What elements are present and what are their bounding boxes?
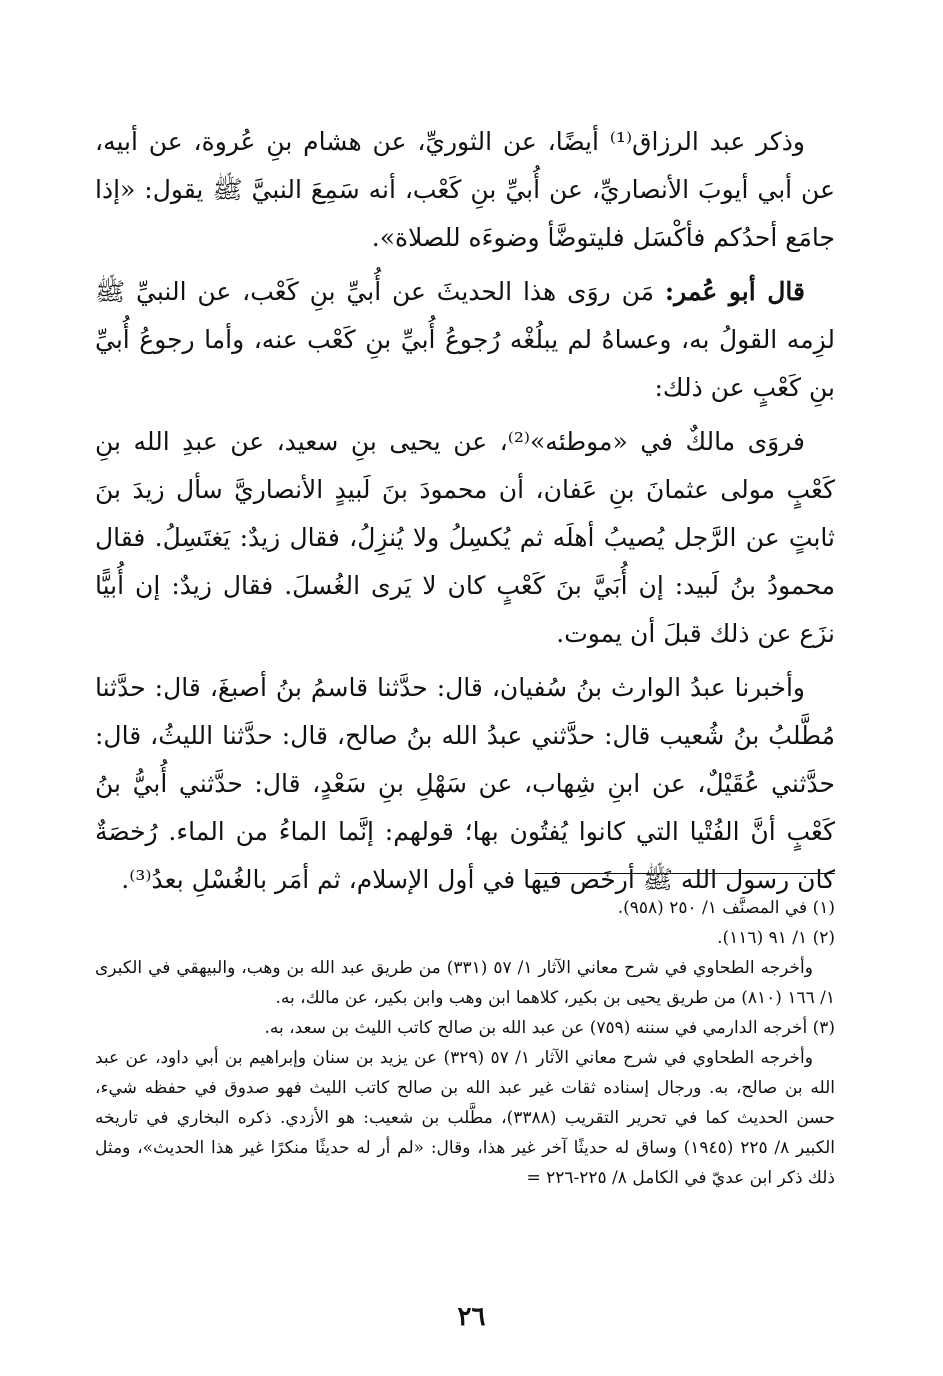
paragraph-speaker: قال أبو عُمر:	[664, 277, 805, 306]
main-text	[95, 118, 835, 910]
paragraph-body: مَن روَى هذا الحديثَ عن أُبيِّ بنِ كَعْب، عن النبيِّ ﷺ لزِمه القولُ به، وعساهُ لم يبلُغْه رُجوعُ أُبيِّ بنِ كَعْب عنه، وأما رجوعُ أُبيِّ بنِ كَعْبٍ عن ذلك:	[95, 277, 835, 402]
footnote-2: (٢) ١/ ٩١ (١١٦).	[717, 928, 835, 948]
footnote-2-continuation: وأخرجه الطحاوي في شرح معاني الآثار ١/ ٥٧ (٣٣١) من طريق عبد الله بن وهب، والبيهقي في الكبرى ١/ ١٦٦ (٨١٠) من طريق يحيى بن بكير، كلاهما ابن وهب وابن بكير، عن مالك، به.	[95, 958, 835, 1008]
footnote-3-continuation: وأخرجه الطحاوي في شرح معاني الآثار ١/ ٥٧ (٣٢٩) عن يزيد بن سنان وإبراهيم بن أبي داود، عن عبد الله بن صالح، به. ورجال إسناده ثقات غير عبد الله بن صالح كاتب الليث فهو صدوق في حفظه شيء، حسن الحديث كما في تحرير التقريب (٣٣٨٨)، مطَّلب بن شعيب: هو الأزدي. ذكره البخاري في تاريخه الكبير ٨/ ٢٢٥ (١٩٤٥) وساق له حديثًا آخر غير هذا، وقال: «لم أر له حديثًا منكرًا غير هذا الحديث»، ومثل ذلك ذكر ابن عديّ في الكامل ٨/ ٢٢٥-٢٢٦ =	[95, 1048, 835, 1188]
paragraph-1	[95, 118, 835, 262]
paragraph-2	[95, 268, 835, 412]
page-number: ٢٦	[457, 1302, 486, 1332]
footnote-divider	[535, 873, 835, 874]
footnotes	[95, 893, 835, 1193]
footnote-3: (٣) أخرجه الدارمي في سننه (٧٥٩) عن عبد الله بن صالح كاتب الليث بن سعد، به.	[264, 1018, 835, 1038]
paragraph-body: وأخبرنا عبدُ الوارث بنُ سُفيان، قال: حدَّثنا قاسمُ بنُ أصبغَ، قال: حدَّثنا مُطَّلبُ بنُ شُعيب قال: حدَّثني عبدُ الله بنُ صالح، قال: حدَّثنا الليثُ، قال: حدَّثني عُقَيْلٌ، عن ابنِ شِهاب، عن سَهْلِ بنِ سَعْدٍ، قال: حدَّثني أُبيُّ بنُ كَعْبٍ أنَّ الفُتْيا التي كانوا يُفتُون بها؛ قولهم: إنَّما الماءُ من الماء. رُخصَةٌ كان رسول الله ﷺ أرخَص فيها في أول الإسلام، ثم أمَر بالغُسْلِ بعدُ⁽³⁾.	[95, 673, 835, 894]
paragraph-body: وذكر عبد الرزاق⁽¹⁾ أيضًا، عن الثوريِّ، عن هشام بنِ عُروة، عن أبيه، عن أبي أيوبَ الأنصاريِّ، عن أُبيِّ بنِ كَعْب، أنه سَمِعَ النبيَّ ﷺ يقول: «إذا جامَع أحدُكم فأكْسَل فليتوضَّأ وضوءَه للصلاة».	[95, 127, 835, 252]
paragraph-3	[95, 418, 835, 658]
paragraph-body: فروَى مالكٌ في «موطئه»⁽²⁾، عن يحيى بنِ سعيد، عن عبدِ الله بنِ كَعْبٍ مولى عثمانَ بنِ عَفان، أن محمودَ بنَ لَبيدٍ الأنصاريَّ سأل زيدَ بنَ ثابتٍ عن الرَّجل يُصيبُ أهلَه ثم يُكسِلُ ولا يُنزِلُ، فقال زيدٌ: يَغتَسِلُ. فقال محمودُ بنُ لَبيد: إن أُبَيَّ بنَ كَعْبٍ كان لا يَرى الغُسلَ. فقال زيدٌ: إن أُبيًّا نزَع عن ذلك قبلَ أن يموت.	[95, 427, 835, 648]
footnote-1: (١) في المصنَّف ١/ ٢٥٠ (٩٥٨).	[617, 898, 835, 918]
paragraph-4	[95, 664, 835, 904]
